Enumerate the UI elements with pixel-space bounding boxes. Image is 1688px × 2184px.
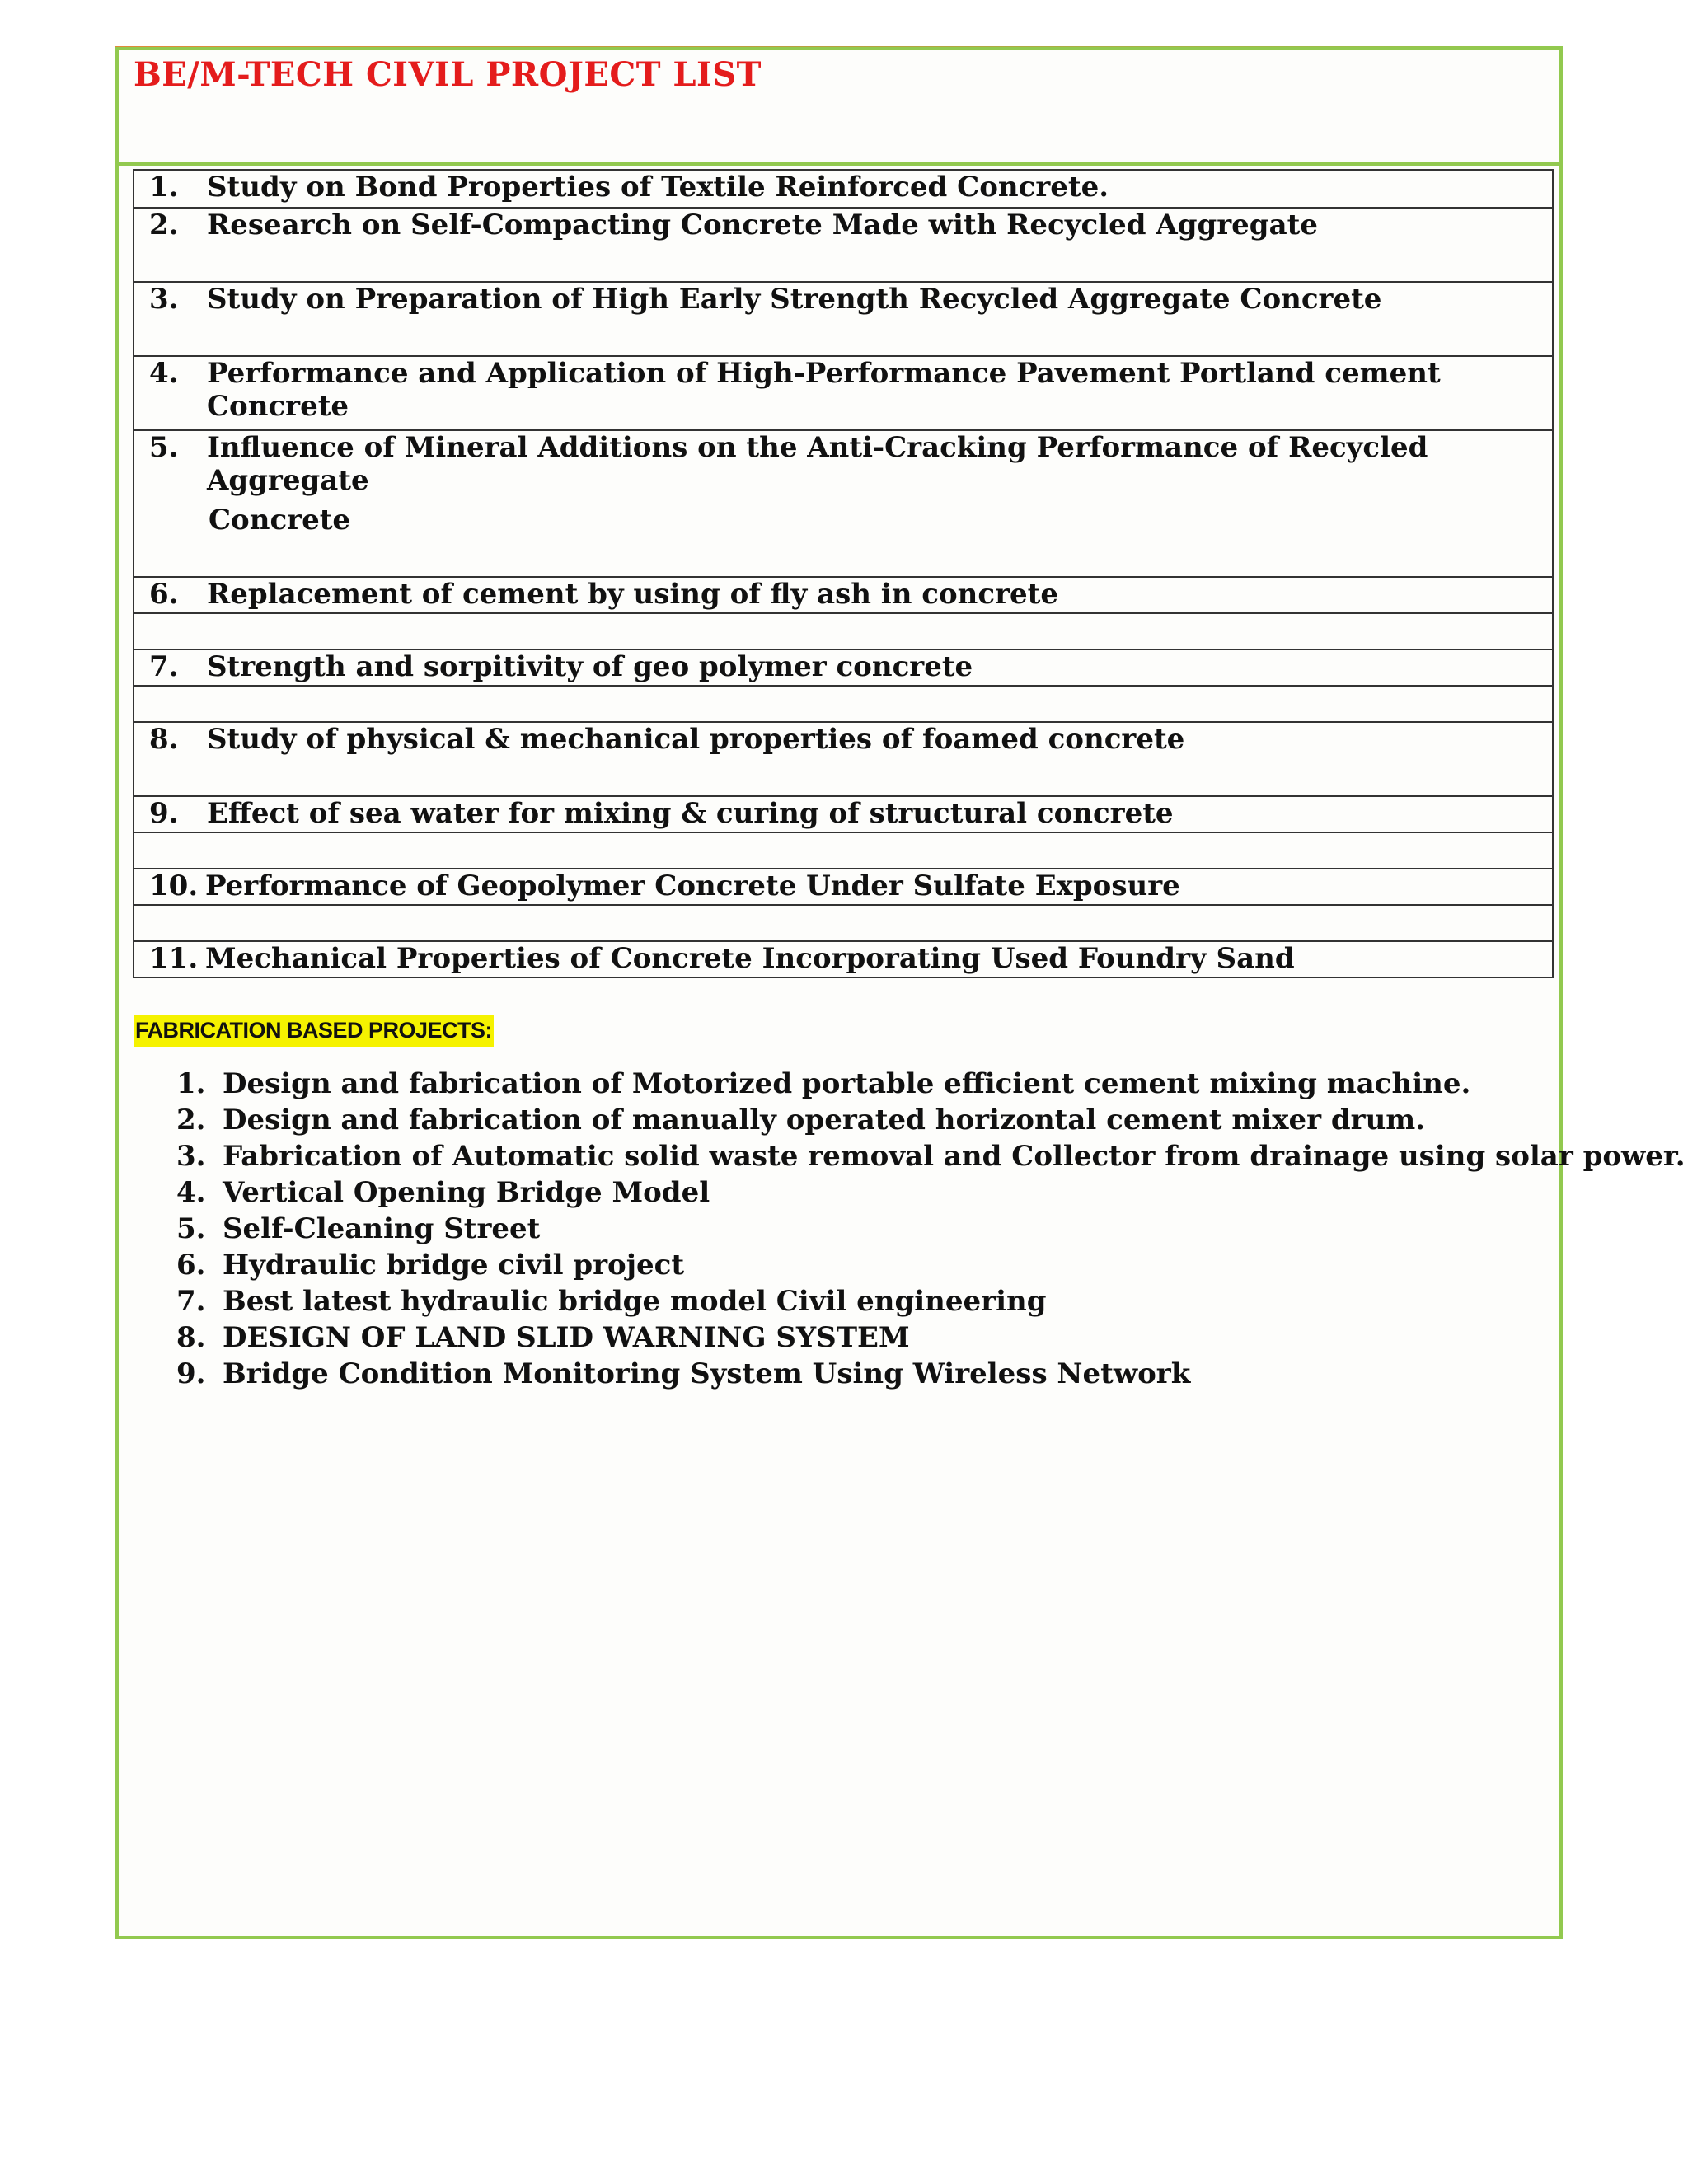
fabrication-list — [176, 1066, 1686, 1392]
table-row — [134, 721, 1552, 795]
item-number: 9. — [176, 1357, 206, 1390]
row-number: 10. — [149, 869, 199, 902]
row-text: Study of physical & mechanical properties of foamed concrete — [207, 723, 1185, 756]
row-text: Performance and Application of High-Performance Pavement Portland cement Concrete — [207, 357, 1441, 423]
table-row-empty — [134, 685, 1552, 721]
row-number: 11. — [149, 942, 199, 975]
row-number: 4. — [149, 357, 179, 390]
row-number: 1. — [149, 171, 179, 204]
item-number: 8. — [176, 1321, 206, 1354]
row-text: Replacement of cement by using of fly ash in concrete — [207, 578, 1058, 611]
list-item — [176, 1066, 1686, 1102]
fabrication-heading: FABRICATION BASED PROJECTS: — [134, 1015, 494, 1047]
list-item — [176, 1211, 1686, 1247]
item-number: 6. — [176, 1249, 206, 1282]
row-text: Strength and sorpitivity of geo polymer concrete — [207, 650, 973, 683]
table-row — [134, 795, 1552, 832]
item-text: Vertical Opening Bridge Model — [223, 1176, 710, 1209]
list-item — [176, 1138, 1686, 1174]
item-number: 5. — [176, 1212, 206, 1245]
row-text-continuation: Concrete — [209, 504, 351, 537]
row-text: Performance of Geopolymer Concrete Under Sulfate Exposure — [205, 869, 1180, 902]
item-text: Bridge Condition Monitoring System Using Wireless Network — [223, 1357, 1191, 1390]
table-row — [134, 281, 1552, 355]
row-number: 6. — [149, 578, 179, 611]
item-text: Hydraulic bridge civil project — [223, 1249, 685, 1282]
table-row — [134, 207, 1552, 281]
row-number: 7. — [149, 650, 179, 683]
list-item — [176, 1102, 1686, 1138]
item-text: Self-Cleaning Street — [223, 1212, 541, 1245]
table-row-empty — [134, 832, 1552, 868]
page-title: BE/M-TECH CIVIL PROJECT LIST — [134, 55, 762, 94]
item-text: Fabrication of Automatic solid waste removal and Collector from drainage using solar power. — [223, 1140, 1686, 1173]
item-text: Best latest hydraulic bridge model Civil engineering — [223, 1285, 1047, 1318]
list-item — [176, 1356, 1686, 1392]
project-table — [133, 169, 1554, 978]
item-text: DESIGN OF LAND SLID WARNING SYSTEM — [223, 1321, 910, 1354]
list-item — [176, 1247, 1686, 1283]
row-text: Study on Bond Properties of Textile Reinforced Concrete. — [207, 171, 1109, 204]
row-number: 5. — [149, 431, 179, 464]
table-row — [134, 649, 1552, 685]
item-number: 7. — [176, 1285, 206, 1318]
row-number: 3. — [149, 283, 179, 316]
item-number: 1. — [176, 1067, 206, 1100]
list-item — [176, 1319, 1686, 1356]
row-number: 8. — [149, 723, 179, 756]
item-number: 4. — [176, 1176, 206, 1209]
item-text: Design and fabrication of Motorized portable efficient cement mixing machine. — [223, 1067, 1471, 1100]
table-row — [134, 940, 1552, 977]
page-frame — [115, 47, 1686, 1939]
table-row — [134, 355, 1552, 429]
row-text: Study on Preparation of High Early Strength Recycled Aggregate Concrete — [207, 283, 1382, 316]
row-number: 9. — [149, 797, 179, 830]
row-text: Effect of sea water for mixing & curing of structural concrete — [207, 797, 1174, 830]
table-row — [134, 429, 1552, 576]
item-number: 3. — [176, 1140, 206, 1173]
row-number: 2. — [149, 209, 179, 241]
row-text: Influence of Mineral Additions on the Anti-Cracking Performance of Recycled Aggregate — [207, 431, 1428, 497]
row-text: Mechanical Properties of Concrete Incorporating Used Foundry Sand — [205, 942, 1295, 975]
list-item — [176, 1283, 1686, 1319]
table-row — [134, 171, 1552, 207]
row-text: Research on Self-Compacting Concrete Made with Recycled Aggregate — [207, 209, 1318, 241]
table-row-empty — [134, 612, 1552, 649]
list-item — [176, 1174, 1686, 1211]
item-text: Design and fabrication of manually operated horizontal cement mixer drum. — [223, 1104, 1426, 1137]
table-row-empty — [134, 904, 1552, 940]
table-row — [134, 868, 1552, 904]
item-number: 2. — [176, 1104, 206, 1137]
header-band — [119, 50, 1559, 166]
table-row — [134, 576, 1552, 612]
